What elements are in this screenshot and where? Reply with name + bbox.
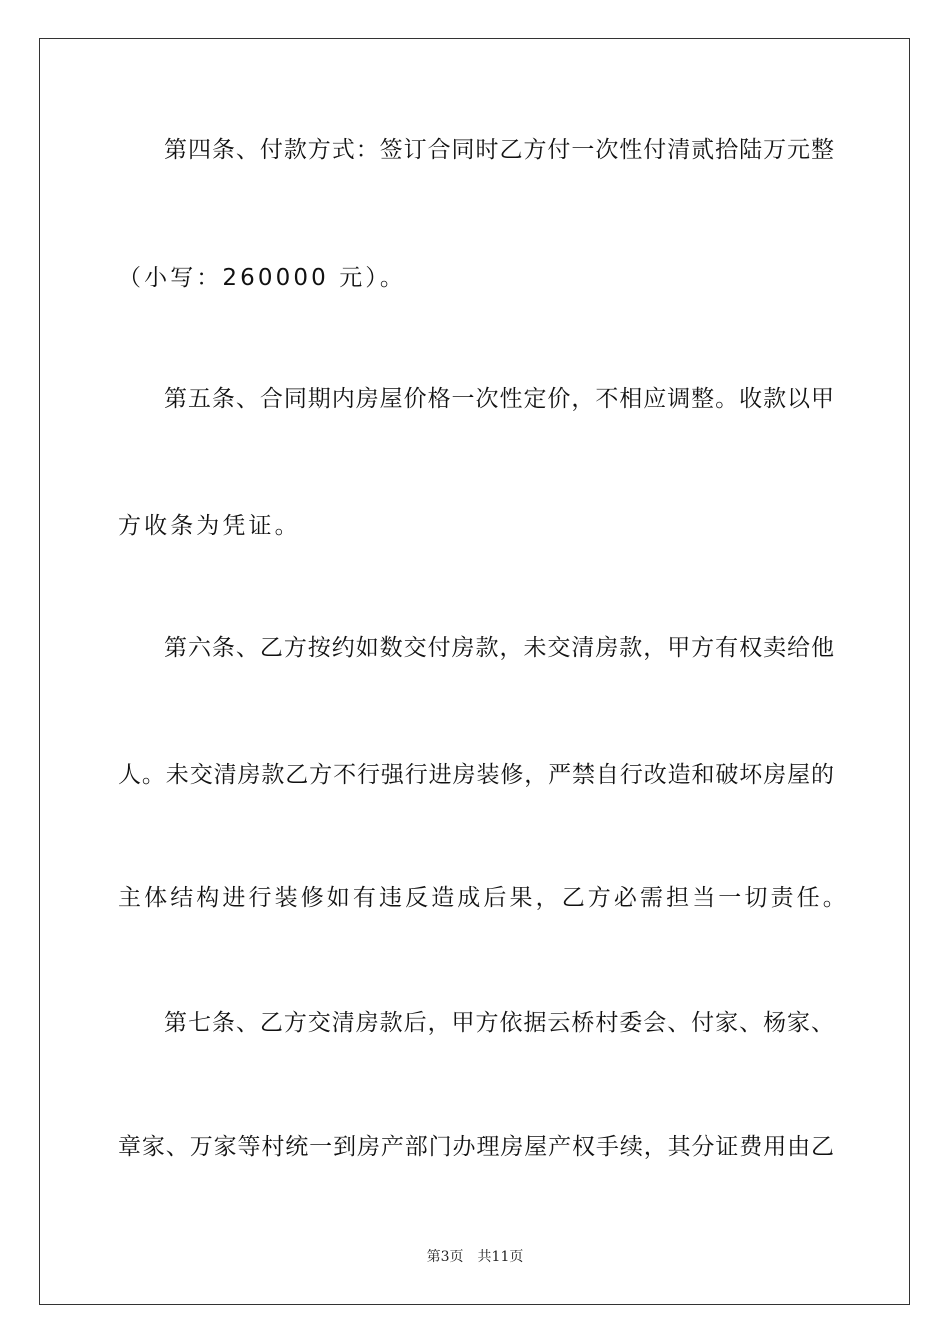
paragraph-5-line-1: 第五条、合同期内房屋价格一次性定价，不相应调整。收款以甲 [164,386,834,412]
paragraph-6-line-1: 第六条、乙方按约如数交付房款，未交清房款，甲方有权卖给他 [164,635,834,661]
paragraph-5-line-2: 方收条为凭证。 [118,513,301,539]
paragraph-4-line-1: 第四条、付款方式：签订合同时乙方付一次性付清贰拾陆万元整 [164,137,834,163]
total-pages: 共11页 [477,1249,524,1265]
page-footer [0,1246,950,1266]
page-number: 第3页 [426,1249,464,1265]
paragraph-7-line-1: 第七条、乙方交清房款后，甲方依据云桥村委会、付家、杨家、 [164,1010,834,1036]
paragraph-6-line-2: 人。未交清房款乙方不行强行进房装修，严禁自行改造和破坏房屋的 [118,762,834,788]
paragraph-6-line-3: 主体结构进行装修如有违反造成后果，乙方必需担当一切责任。 [118,885,849,911]
paragraph-4-line-2: （小写：260000 元）。 [118,265,407,291]
page-border [39,38,910,1305]
paragraph-7-line-2: 章家、万家等村统一到房产部门办理房屋产权手续，其分证费用由乙 [118,1134,834,1160]
